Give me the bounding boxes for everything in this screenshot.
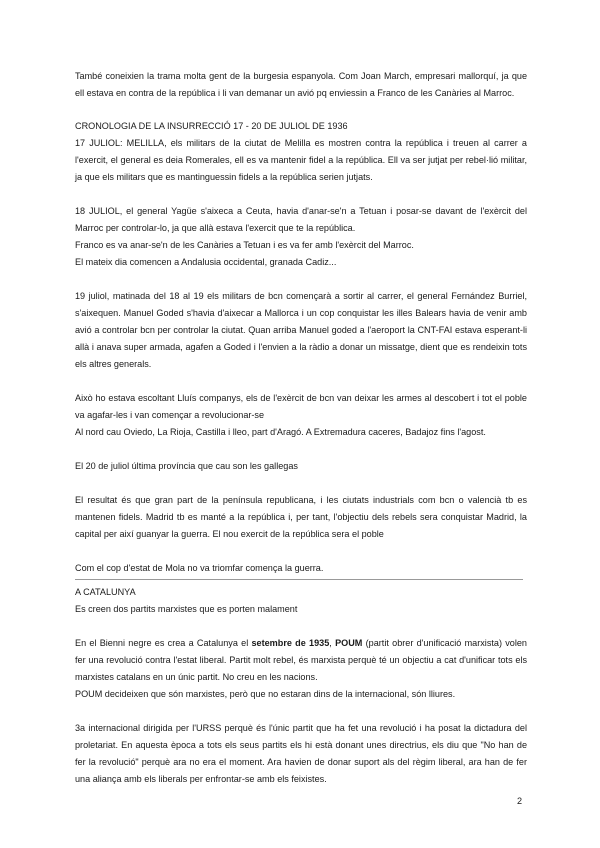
poum-date: setembre de 1935: [251, 638, 330, 648]
poum-text-post: (partit obrer d'unificació marxista) volen fer una revolució contra l'estat liberal. Partit molt rebel, és marxista perquè té un objectiu a cat d'unificar tots els marxistes catalans en un únic partit. No creu en les nacions.: [75, 638, 527, 682]
paragraph-20-juliol: El 20 de juliol última província que cau son les gallegas: [75, 461, 298, 471]
catalunya-heading: A CATALUNYA: [75, 587, 136, 597]
catalunya-subheading: Es creen dos partits marxistes que es porten malament: [75, 604, 298, 614]
paragraph-cop-estat: Com el cop d'estat de Mola no va triomfar comença la guerra.: [75, 563, 324, 573]
poum-name: POUM: [335, 638, 363, 648]
poum-text-pre: En el Bienni negre es crea a Catalunya el: [75, 638, 252, 648]
chronology-heading: CRONOLOGIA DE LA INSURRECCIÓ 17 - 20 DE JULIOL DE 1936: [75, 121, 348, 131]
catalunya-section: [75, 584, 527, 788]
document-page: [75, 68, 527, 577]
paragraph-franco-tetuan: Franco es va anar-se'n de les Canàries a Tetuan i es va fer amb l'exèrcit del Marroc.: [75, 240, 414, 250]
paragraph-companys: Això ho estava escoltant Lluís companys, els de l'exèrcit de bcn van deixar les armes al descobert i tot el poble va agafar-les i van començar a revolucionar-se: [75, 393, 527, 420]
paragraph-nord: Al nord cau Oviedo, La Rioja, Castilla i lleo, part d'Aragó. A Extremadura caceres, Badajoz fins l'agost.: [75, 427, 486, 437]
poum-separator: ,: [329, 638, 336, 648]
paragraph-internacional: 3a internacional dirigida per l'URSS perquè és l'únic partit que ha fet una revolució i ha posat la dictadura del proletariat. En aquesta època a tots els seus partits els hi està donant unes directrius, els diu que "No han de fer la revolució" perquè ara no era el moment. Ara havien de donar suport als del règim liberal, ara han de fer una aliança amb els liberals per enfrontar-se amb els feixistes.: [75, 723, 527, 784]
paragraph-andalusia: El mateix dia comencen a Andalusia occidental, granada Cadiz...: [75, 257, 337, 267]
paragraph-poum: [75, 635, 527, 686]
paragraph-poum-marxistes: POUM decideixen que són marxistes, però que no estaran dins de la internacional, són lliures.: [75, 689, 456, 699]
paragraph-18-juliol: 18 JULIOL, el general Yagüe s'aixeca a Ceuta, havia d'anar-se'n a Tetuan i posar-se davant de l'exèrcit del Marroc per controlar-lo, ja que allà estava l'exercit que te la república.: [75, 206, 527, 233]
paragraph-17-juliol: 17 JULIOL: MELILLA, els militars de la ciutat de Melilla es mostren contra la república i treuen al carrer a l'exercit, el general es deia Romerales, ell es va mantenir fidel a la república. Ell va ser jutjat per rebel·lió militar, ja que els militars que es mantinguessin fidels a la república serien jutjats.: [75, 138, 527, 182]
section-divider: [75, 579, 523, 580]
paragraph-burgesia: També coneixien la trama molta gent de la burgesia espanyola. Com Joan March, empresari mallorquí, ja que ell estava en contra de la república i li van demanar un avió pq enviessin a Franco de les Canàries al Marroc.: [75, 71, 527, 98]
paragraph-resultat: El resultat és que gran part de la península republicana, i les ciutats industrials com bcn o valencià tb es mantenen fidels. Madrid tb es manté a la república i, per tant, l'objectiu dels rebels sera conquistar Madrid, la capital per així guanyar la guerra. El nou exercit de la república sera el poble: [75, 495, 527, 539]
paragraph-19-juliol: 19 juliol, matinada del 18 al 19 els militars de bcn començarà a sortir al carrer, el general Fernández Burriel, s'aixequen. Manuel Goded s'havia d'aixecar a Mallorca i un cop conquistar les illes Balears havia de venir amb avió a controlar bcn per controlar la ciutat. Quan arriba Manuel goded a l'aeroport la CNT-FAI estava esperant-li allà i anava super armada, agafen a Goded i l'envien a la ràdio a donar un missatge, dient que es rendeixin tots els altres generals.: [75, 291, 527, 369]
page-number: 2: [517, 796, 523, 806]
